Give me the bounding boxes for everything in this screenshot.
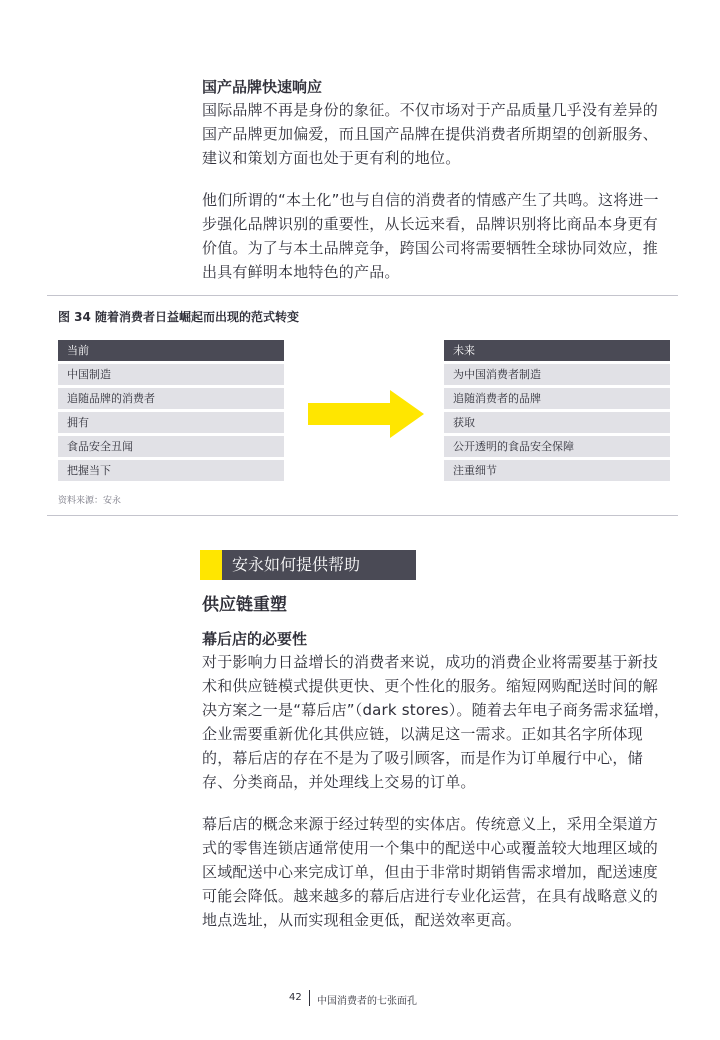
figure-bottom-rule xyxy=(47,515,678,516)
paragraph: 国际品牌不再是身份的象征。不仅市场对于产品质量几乎没有差异的国产品牌更加偏爱，而且国产品牌在提供消费者所期望的创新服务、建议和策划方面也处于更有利的地位。 xyxy=(202,101,659,167)
footer-divider xyxy=(309,990,310,1006)
subheading: 供应链重塑 xyxy=(202,595,287,615)
future-item: 获取 xyxy=(444,412,670,433)
future-item: 注重细节 xyxy=(444,460,670,481)
figure-source: 资料来源：安永 xyxy=(58,496,122,506)
page-number: 42 xyxy=(289,992,302,1003)
future-item: 为中国消费者制造 xyxy=(444,364,670,385)
figure-title: 图 34 随着消费者日益崛起而出现的范式转变 xyxy=(58,310,300,324)
banner-accent xyxy=(200,550,222,580)
section-heading: 国产品牌快速响应 xyxy=(202,78,323,96)
current-column xyxy=(58,340,284,484)
current-item: 拥有 xyxy=(58,412,284,433)
future-column xyxy=(444,340,670,484)
paragraph: 对于影响力日益增长的消费者来说，成功的消费企业将需要基于新技术和供应链模式提供更快、更个性化的服务。缩短网购配送时间的解决方案之一是“幕后店”（dark stores）。随着去年电子商务需求猛增，企业需要重新优化其供应链，以满足这一需求。正如其名字所体现的，幕后店的存在不是为了吸引顾客，而是作为订单履行中心，储存、分类商品，并处理线上交易的订单。 xyxy=(202,653,670,791)
future-column-header: 未来 xyxy=(444,340,670,361)
current-item: 把握当下 xyxy=(58,460,284,481)
current-item: 追随品牌的消费者 xyxy=(58,388,284,409)
future-item: 追随消费者的品牌 xyxy=(444,388,670,409)
paragraph: 他们所谓的“本土化”也与自信的消费者的情感产生了共鸣。这将进一步强化品牌识别的重要性，从长远来看，品牌识别将比商品本身更有价值。为了与本土品牌竞争，跨国公司将需要牺牲全球协同效应，推出具有鲜明本地特色的产品。 xyxy=(202,191,659,281)
right-arrow-icon xyxy=(308,390,424,438)
section-dark-stores xyxy=(202,628,672,932)
paragraph: 幕后店的概念来源于经过转型的实体店。传统意义上，采用全渠道方式的零售连锁店通常使用一个集中的配送中心或覆盖较大地理区域的区域配送中心来完成订单，但由于非常时期销售需求增加，配送速度可能会降低。越来越多的幕后店进行专业化运营，在具有战略意义的地点选址，从而实现租金更低，配送效率更高。 xyxy=(202,815,659,929)
current-item: 中国制造 xyxy=(58,364,284,385)
section-brand-response xyxy=(202,76,672,284)
future-item: 公开透明的食品安全保障 xyxy=(444,436,670,457)
help-banner xyxy=(200,550,416,580)
current-item: 食品安全丑闻 xyxy=(58,436,284,457)
section-heading: 幕后店的必要性 xyxy=(202,630,308,648)
current-column-header: 当前 xyxy=(58,340,284,361)
publication-title: 中国消费者的七张面孔 xyxy=(317,996,417,1007)
figure-top-rule xyxy=(47,295,678,296)
banner-title: 安永如何提供帮助 xyxy=(232,555,361,574)
